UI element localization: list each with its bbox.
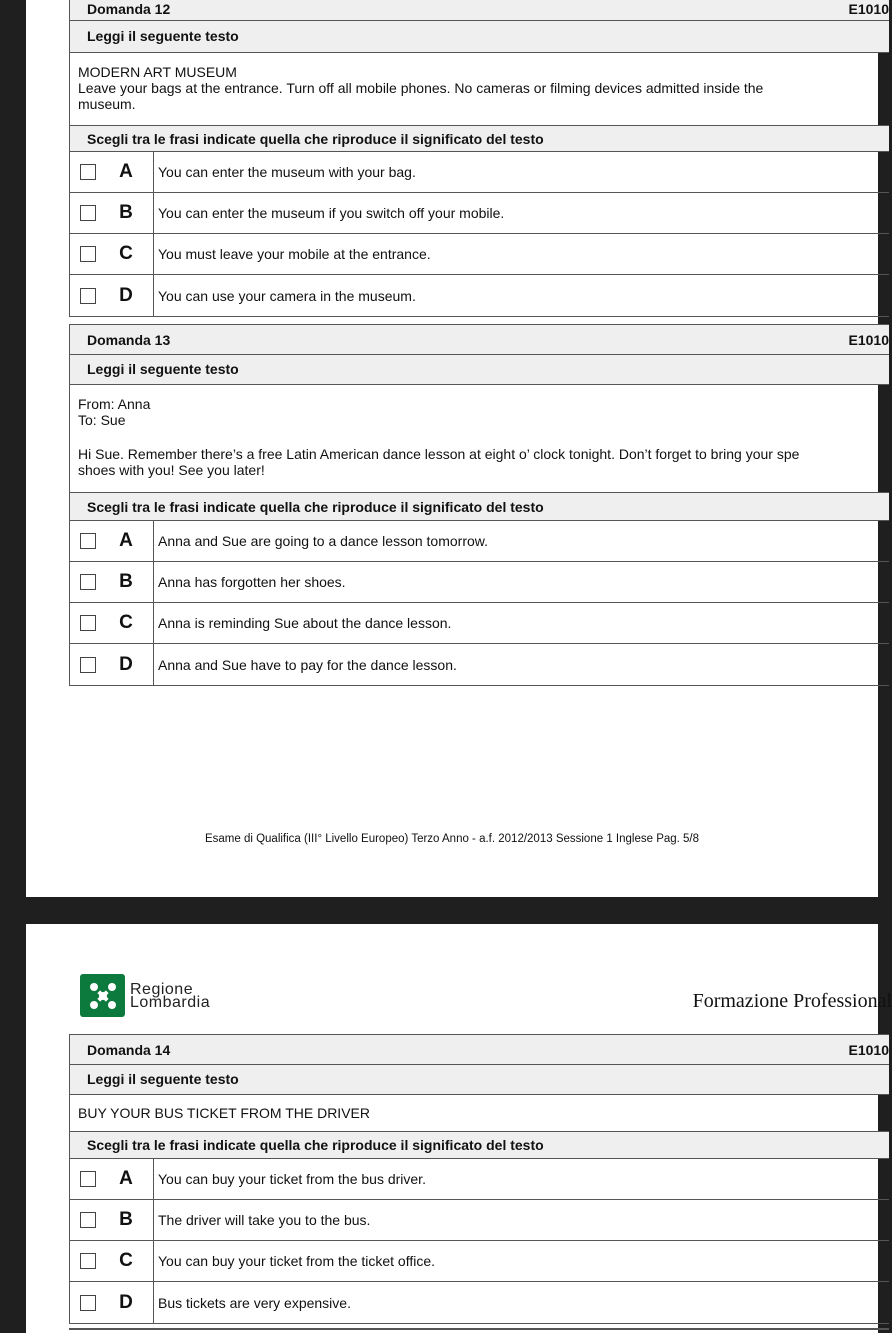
- lombardia-rose-icon: [80, 974, 125, 1017]
- question-title: Domanda 14: [87, 1041, 171, 1058]
- next-block-edge: [69, 1328, 889, 1330]
- option-d: [70, 275, 889, 316]
- logo-line-2: Lombardia: [130, 993, 211, 1011]
- option-letter: A: [119, 1168, 133, 1189]
- option-text: You can enter the museum with your bag.: [158, 164, 416, 180]
- question-title: Domanda 12: [87, 1, 171, 17]
- option-checkbox[interactable]: [80, 533, 96, 549]
- option-a: [70, 521, 889, 562]
- choose-label: Scegli tra le frasi indicate quella che riproduce il significato del testo: [70, 1132, 889, 1159]
- option-d: [70, 644, 889, 685]
- question-title: Domanda 13: [87, 331, 171, 348]
- logo-text: [130, 980, 211, 1011]
- question-text: [70, 1095, 889, 1132]
- option-letter: D: [119, 1291, 133, 1313]
- question-code: E1010: [848, 331, 889, 348]
- option-letter: B: [119, 1209, 133, 1230]
- text-line: museum.: [78, 96, 136, 112]
- choose-label: Scegli tra le frasi indicate quella che riproduce il significato del testo: [70, 126, 889, 152]
- option-text: Anna and Sue are going to a dance lesson tomorrow.: [158, 533, 488, 549]
- text-line: To: Sue: [78, 412, 126, 428]
- option-letter: C: [119, 243, 133, 264]
- option-text: Anna and Sue have to pay for the dance lesson.: [158, 656, 457, 673]
- read-label: Leggi il seguente testo: [70, 1065, 889, 1095]
- page-footer: Esame di Qualifica (III° Livello Europeo) Terzo Anno - a.f. 2012/2013 Sessione 1 Inglese Pag. 5/8: [204, 833, 700, 845]
- text-line: Leave your bags at the entrance. Turn off all mobile phones. No cameras or filming devices admitted inside the: [78, 80, 764, 96]
- header-brand: Formazione Professional: [692, 990, 892, 1012]
- question-12: [69, 0, 889, 317]
- option-letter: A: [119, 530, 133, 551]
- read-label: Leggi il seguente testo: [70, 21, 889, 53]
- text-line: shoes with you! See you later!: [78, 462, 265, 478]
- option-b: [70, 193, 889, 234]
- logo-line-1: Regione: [130, 980, 194, 998]
- option-c: [70, 234, 889, 275]
- text-line: From: Anna: [78, 396, 151, 412]
- option-letter: C: [119, 1250, 133, 1271]
- question-code: E1010: [848, 1, 889, 17]
- question-text: [70, 53, 889, 126]
- option-checkbox[interactable]: [80, 1295, 96, 1311]
- option-checkbox[interactable]: [80, 288, 96, 304]
- option-text: You can enter the museum if you switch off your mobile.: [158, 205, 505, 221]
- option-checkbox[interactable]: [80, 1171, 96, 1187]
- option-d: [70, 1282, 889, 1323]
- option-b: [70, 562, 889, 603]
- option-letter: D: [119, 653, 133, 675]
- exam-page-5: [26, 0, 889, 897]
- option-letter: B: [119, 202, 133, 223]
- question-13: [69, 324, 889, 686]
- choose-label: Scegli tra le frasi indicate quella che riproduce il significato del testo: [70, 493, 889, 521]
- option-text: You can use your camera in the museum.: [158, 287, 416, 304]
- option-text: Anna is reminding Sue about the dance lesson.: [158, 615, 452, 631]
- option-a: [70, 1159, 889, 1200]
- option-a: [70, 152, 889, 193]
- option-text: Anna has forgotten her shoes.: [158, 574, 346, 590]
- option-text: Bus tickets are very expensive.: [158, 1294, 351, 1311]
- question-code: E1010: [848, 1041, 889, 1058]
- option-checkbox[interactable]: [80, 615, 96, 631]
- option-checkbox[interactable]: [80, 574, 96, 590]
- option-c: [70, 603, 889, 644]
- read-label: Leggi il seguente testo: [70, 355, 889, 385]
- text-line: Hi Sue. Remember there’s a free Latin American dance lesson at eight o’ clock tonight. Don’t forget to bring your spe: [78, 446, 800, 462]
- option-checkbox[interactable]: [80, 657, 96, 673]
- question-header: [70, 0, 889, 21]
- option-checkbox[interactable]: [80, 164, 96, 180]
- option-c: [70, 1241, 889, 1282]
- text-line: BUY YOUR BUS TICKET FROM THE DRIVER: [78, 1105, 370, 1121]
- question-text: [70, 385, 889, 493]
- option-text: You can buy your ticket from the bus driver.: [158, 1171, 426, 1187]
- option-text: The driver will take you to the bus.: [158, 1212, 371, 1228]
- option-letter: D: [119, 284, 133, 306]
- exam-page-6: [26, 924, 892, 1333]
- option-checkbox[interactable]: [80, 246, 96, 262]
- question-14: [69, 1034, 889, 1324]
- text-line: MODERN ART MUSEUM: [78, 64, 237, 80]
- option-b: [70, 1200, 889, 1241]
- option-text: You must leave your mobile at the entrance.: [158, 246, 431, 262]
- option-letter: A: [119, 161, 133, 182]
- question-header: [70, 325, 889, 355]
- option-letter: C: [119, 612, 133, 633]
- option-letter: B: [119, 571, 133, 592]
- question-header: [70, 1035, 889, 1065]
- option-checkbox[interactable]: [80, 205, 96, 221]
- option-checkbox[interactable]: [80, 1212, 96, 1228]
- regione-lombardia-logo: [80, 974, 210, 1017]
- text-spacer: [78, 428, 881, 446]
- option-checkbox[interactable]: [80, 1253, 96, 1269]
- option-text: You can buy your ticket from the ticket office.: [158, 1253, 436, 1269]
